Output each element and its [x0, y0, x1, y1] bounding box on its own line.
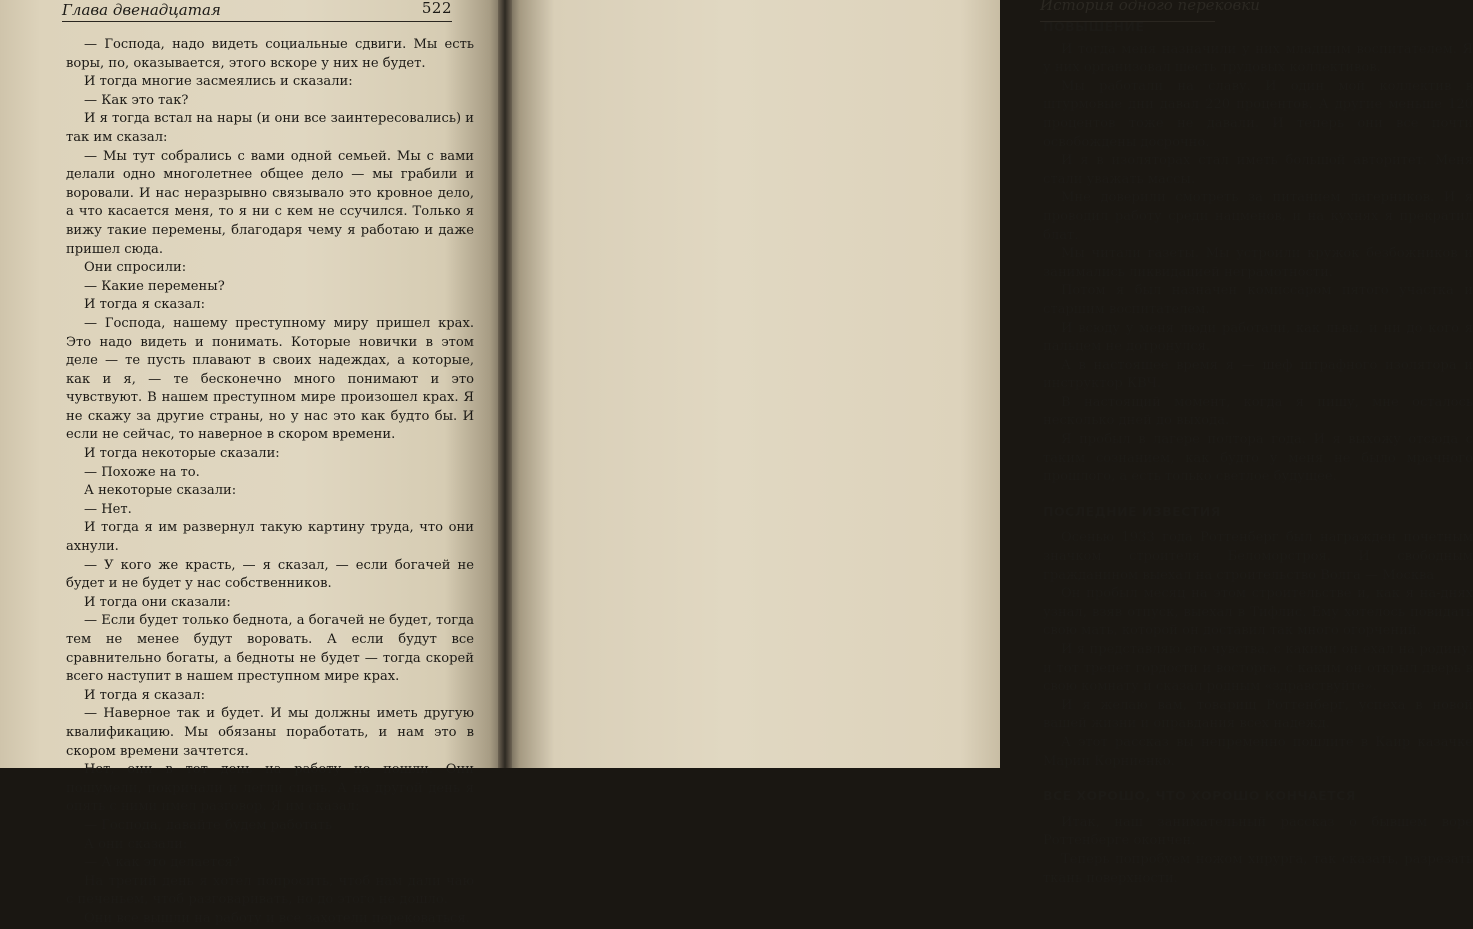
paragraph: — Господа, надо видеть социальные сдвиги. Мы есть воры, по, оказывается, этого вскоре у них не будет. — [66, 37, 474, 71]
paragraph: — Нет. — [84, 501, 132, 517]
paragraph: Нет, они в тот день на работу не пошли. Они пошумели, покричали и легли спать. А на другой день я опять с ними имел разговор. Я им сказал: — [66, 762, 474, 815]
paragraph: — Господа, давайте будем работать — [84, 817, 332, 833]
paragraph: И тогда они сказали: — [84, 594, 231, 610]
paragraph: И тогда я сказал: — [84, 687, 206, 703]
paragraph: А этот рассказ вы непременно пошлите в Каир казачке Марии Корниенко. — [1043, 734, 1473, 769]
paragraph: И тогда я им развернул такую картину труда, что они ахнули. — [66, 520, 474, 555]
paragraph: А они сказали: — [84, 836, 188, 852]
paragraph: И всюду у меня люди работали, как львы, и ни до кого я пальцем не дотронулся. — [1043, 320, 1473, 355]
paragraph: — Как это так? — [84, 92, 189, 108]
paragraph: Теперь попробуем ножом хирурга, так сказать, разрезать ткань поверхности. — [1043, 851, 1473, 886]
paragraph: — Какие перемены? — [84, 278, 225, 294]
paragraph: Он пробыл месяц на этом строительстве и, как я на-днях узнал, взяв отпуск, выехал в Тифлис. Ему хотелось повидать свою мать, которой он доставил так много огорчений. — [1043, 586, 1473, 639]
paragraph: Они все вышли на работу и все захотели перековаться. — [84, 910, 470, 926]
paragraph: — Наверное так и будет. И мы должны иметь другую квалификацию. Мы обязаны поработать, и нам это в скором времени зачтется. — [66, 706, 474, 759]
paragraph: И я представляю его чувства, с какими он ехал на родину, и тот трепет гордости и восторга, с каким он открыл дверь в свою комнату и сказал родным «здравствуйте». — [1043, 642, 1473, 695]
paragraph: Мне доверили смотреть за питанием лагерников. И я проводил работу среди нацменов, и на кухнях я прекратил блат. — [1043, 190, 1473, 243]
left-running-head-title: Глава двенадцатая — [62, 1, 221, 19]
paragraph: — Господа, нашему преступному миру пришел крах. Это надо видеть и понимать. Которые новички в этом деле — те пусть плавают в своих надеждах, а которые, как и я, — те бесконечно много понимают и это чувствуют. В нашем преступном мире произошел крах. Я не скажу за другие страны, но у нас это как будто бы. И если не сейчас, то наверное в скором времени. — [66, 315, 474, 443]
right-running-head-title: История одного перековки — [1040, 0, 1260, 14]
page-number: 522 — [421, 0, 452, 17]
paragraph: — Похоже на то. — [84, 464, 200, 480]
paragraph: Итак, наш занимательный рассказ о бывшем воре Роттенберге окончен. — [1043, 814, 1473, 849]
section-heading: ВСЕ ХОРОШО, ЧТО ХОРОШО КОНЧАЕТСЯ — [1043, 788, 1356, 804]
book-gutter — [498, 0, 512, 768]
paragraph: В настоящий момент, когда я пишу, мне осталось несколько дней до выхода. — [1043, 394, 1473, 429]
paragraph: И тогда некоторые сказали: — [84, 446, 280, 462]
paragraph: И тогда многие засмеялись и сказали: — [84, 74, 353, 90]
paragraph: — Мы тут собрались с вами одной семьей. Мы с вами делали одно многолетнее общее дело — мы грабили и воровали. И нас неразрывно связывало это кровное дело, а что касается меня, то я ни с кем не ссучился. Только я вижу такие перемены, благодаря чему я работаю и даже пришел сюда. — [66, 148, 474, 257]
paragraph: — А как это делается? — [84, 855, 240, 871]
paragraph: Мы работали на славу. И один мой коллектив в штурмовые дни давал 220 процентов. А другие меньше 120 процентов тоже не давали. И теперь они все почти освобождены досрочно. — [1043, 78, 1473, 150]
right-page-text — [1043, 18, 1473, 888]
paragraph: — Если будет только беднота, а богачей не будет, тогда тем не менее будут воровать. А если будут все сравнительно богаты, а бедноты не будет — тогда скорей всего наступит в нашем преступном мире крах. — [66, 613, 474, 685]
right-page — [505, 0, 1473, 886]
paragraph: Я пробыл в лагере полтора года. И я выхожу отсюда с таким сознанием, как будто у меня не было мрачного прошлого, а есть только светлое будущее. — [1043, 432, 1473, 485]
paragraph: — У кого же красть, — я сказал, — если богачей не будет и не будет у нас собственников. — [66, 557, 474, 592]
paragraph: Осенью 1933 года Роттенберг был награжден почетным значком строителя Беломорстроя. И свободным гражданином выехал на строительство Волга — Москва — [1043, 530, 1473, 583]
paragraph: И я желаю вам, товарищ Роттенберг, успеха в новой вашей жизни и оправдания всех надежд. — [1043, 697, 1473, 732]
left-page-text — [66, 36, 474, 929]
paragraph: И я в изоляторах стал иметь большой авторитет. Меня стали уважать массы. — [1043, 153, 1473, 187]
paragraph: И тогда я сказал: — [84, 297, 206, 313]
paragraph: На третий день я хотел попросить, чтоб нам дали чаю с печеньем, чтоб разговаривать, но до этого не дошло. — [66, 873, 474, 908]
section-heading: ПОСЛЕДНИЕ ИЗВЕСТИЯ — [1043, 503, 1221, 519]
section-heading: ПОВЫШЕНИЕ — [1043, 19, 1145, 34]
paragraph: Потом я был назначен комиссаром пятого участка и старшим воспитателем. — [1043, 283, 1473, 317]
paragraph: А в настоящее время я — шеф штрафного изолятора и инструктор КВЧ. — [1043, 357, 1473, 392]
left-page — [0, 0, 505, 926]
paragraph: И тогда меня назначили у них младшим воспитателем. Я у них организовал шесть трудовых коллективов. — [1043, 41, 1473, 76]
paragraph: Мы читали газеты. Мы устроили кружок безбожников и занимались ликвидацией неграмотности. — [1043, 246, 1473, 280]
left-running-head — [62, 0, 452, 22]
paragraph: Они спросили: — [84, 260, 187, 276]
paragraph: И я тогда встал на нары (и они все заинтересовались) и так им сказал: — [66, 111, 474, 145]
paragraph: А некоторые сказали: — [84, 483, 237, 499]
